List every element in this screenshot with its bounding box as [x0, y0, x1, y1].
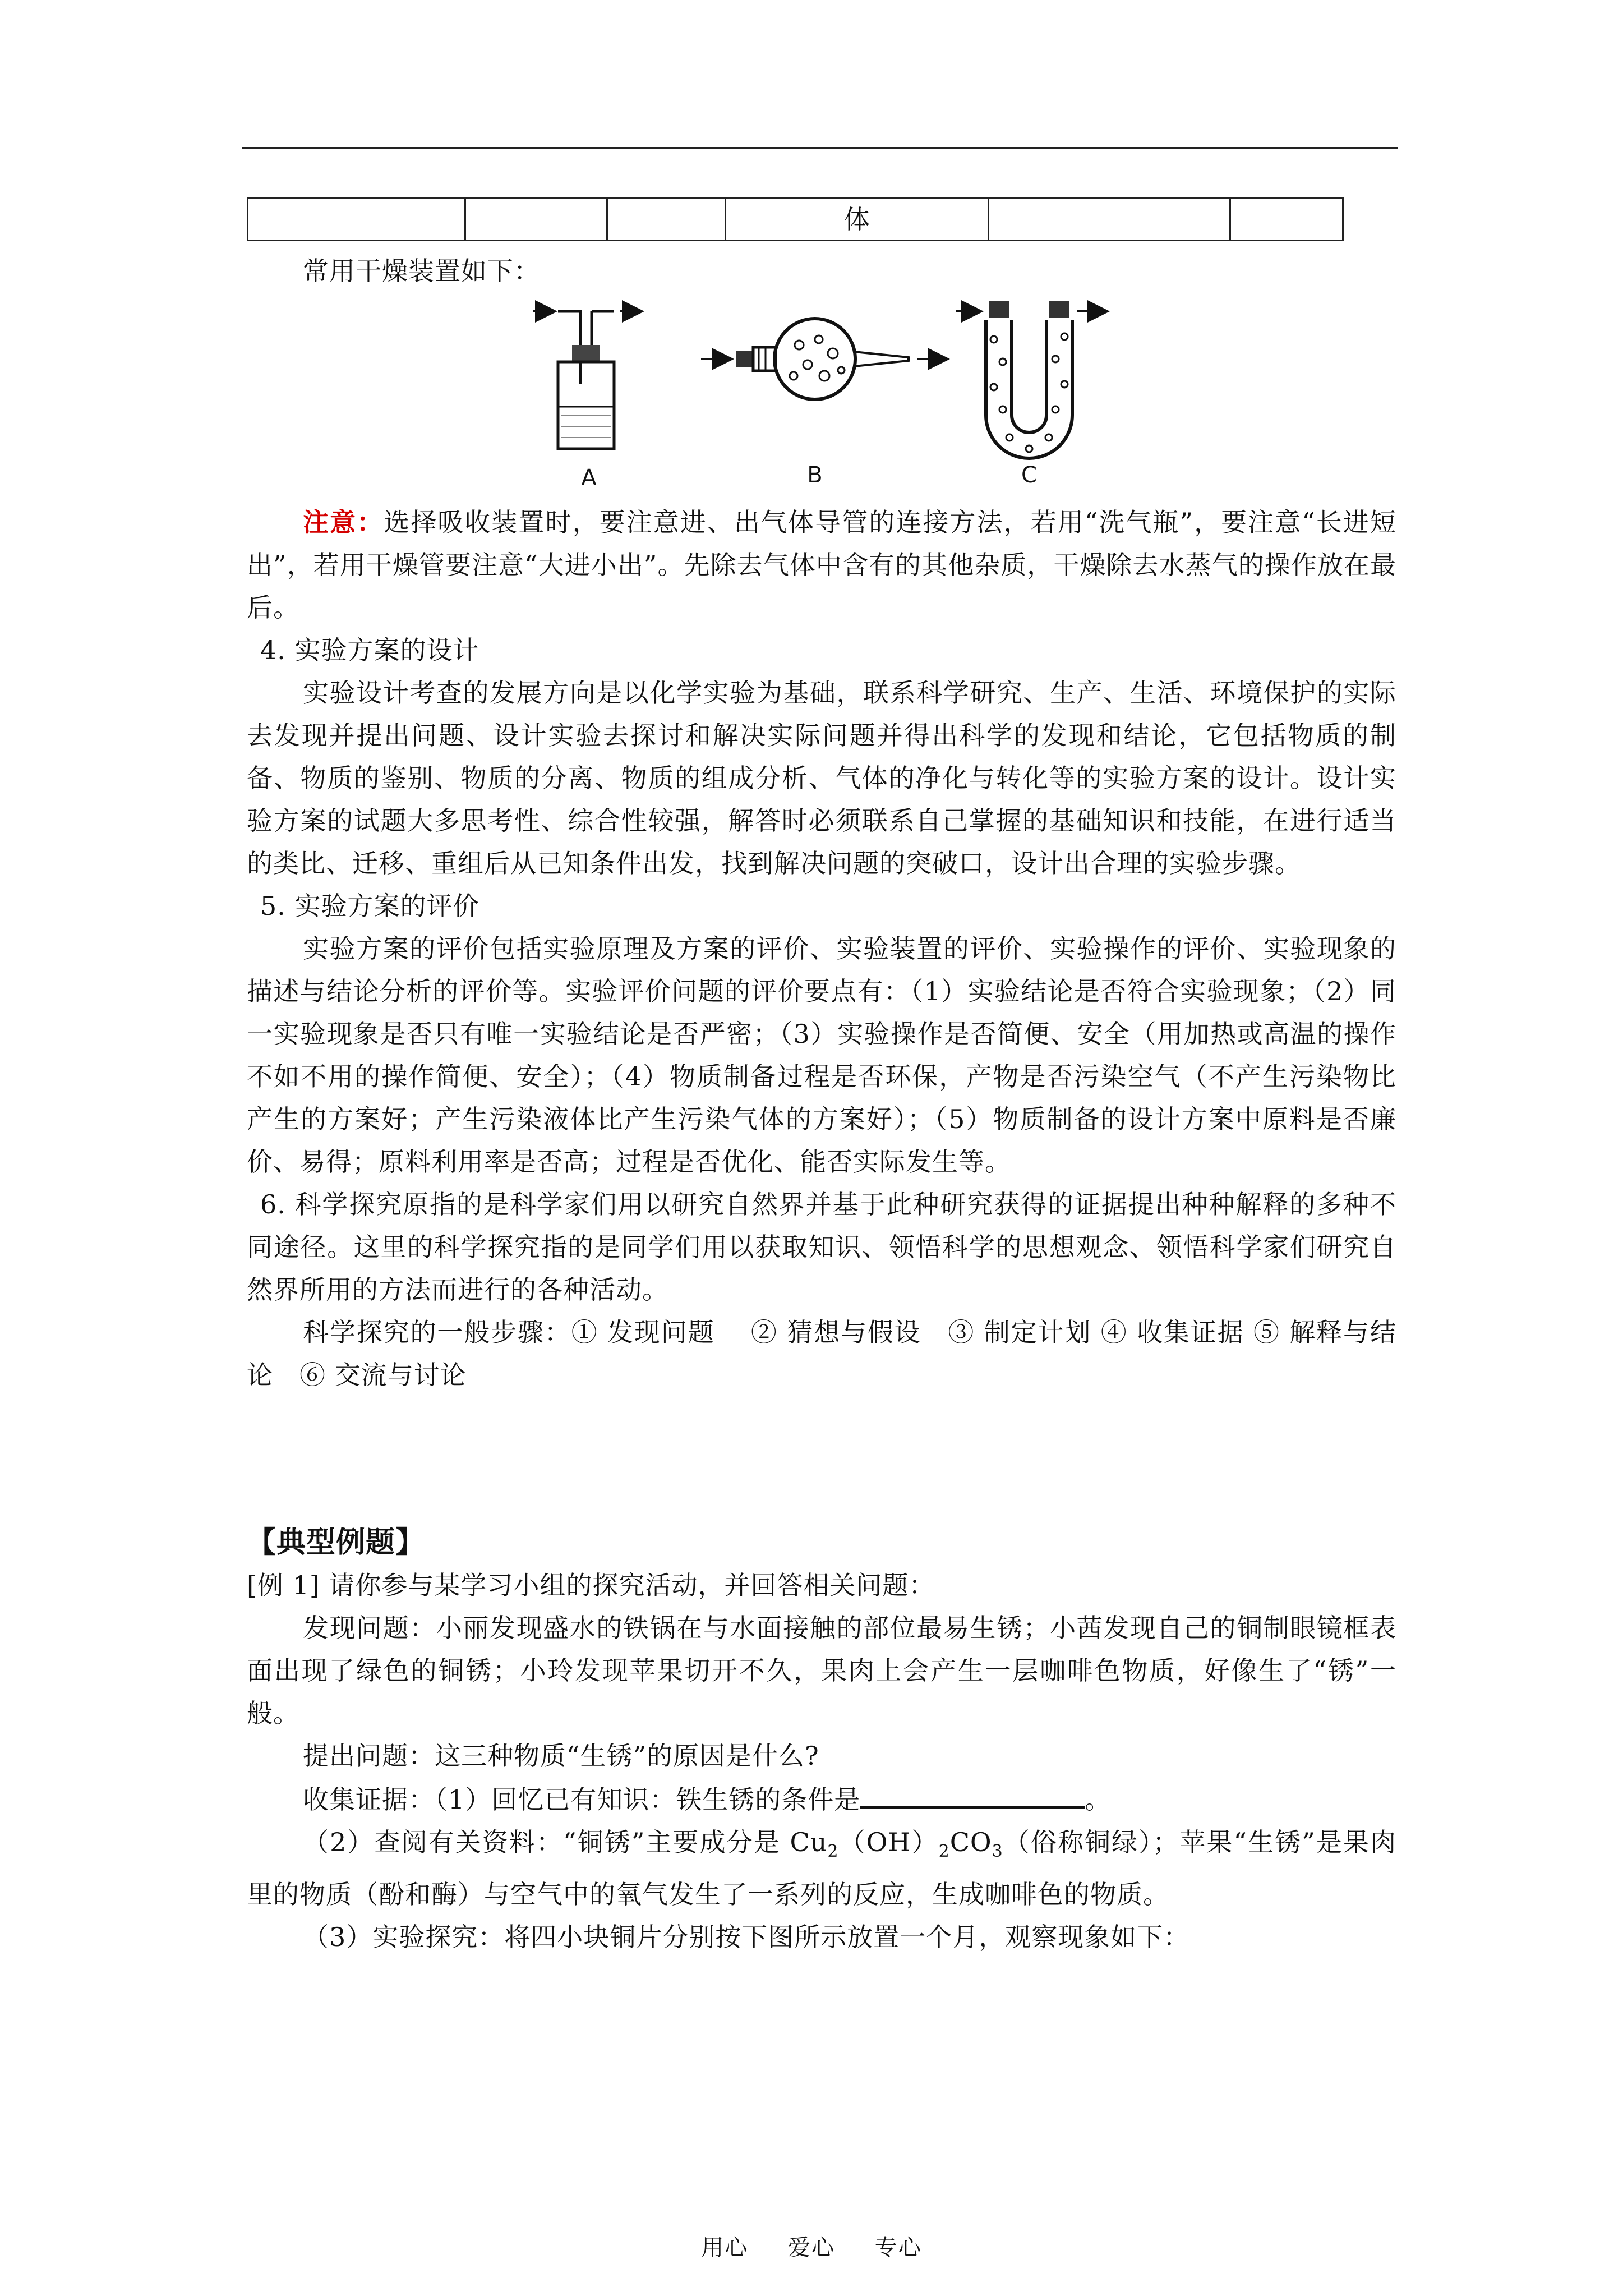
section-body-4: 实验设计考查的发展方向是以化学实验为基础，联系科学研究、生产、生活、环境保护的实际去发现并提出问题、设计实验去探讨和解决实际问题并得出科学的发现和结论，它包括物质的制备、物质的鉴别、物质的分离、物质的组成分析、气体的净化与转化等的实验方案的设计。设计实验方案的试题大多思考性、综合性较强，解答时必须联系自己掌握的基础知识和技能，在进行适当的类比、迁移、重组后从已知条件出发，找到解决问题的突破口，设计出合理的实验步骤。 [247, 678, 1396, 878]
inquiry-steps: 科学探究的一般步骤：① 发现问题 ② 猜想与假设 ③ 制定计划 ④ 收集证据 ⑤ 解释与结论 ⑥ 交流与讨论 [247, 1317, 1396, 1390]
evidence-2-text-a: （2）查阅有关资料：“铜锈”主要成分是 Cu [303, 1827, 828, 1857]
evidence-3: （3）实验探究：将四小块铜片分别按下图所示放置一个月，观察现象如下： [303, 1922, 1190, 1952]
evidence-2-text-c: CO [949, 1827, 992, 1857]
footer-word: 专心 [874, 2235, 922, 2261]
drying-apparatus-figure [516, 289, 1189, 491]
page-footer [0, 2230, 1623, 2262]
examples-block [247, 1521, 1396, 1958]
evidence-1-end: 。 [1085, 1784, 1112, 1815]
header-rule [242, 147, 1398, 149]
note-text: 选择吸收装置时，要注意进、出气体导管的连接方法，若用“洗气瓶”，要注意“长进短出”，若用干燥管要注意“大进小出”。先除去气体中含有的其他杂质，干燥除去水蒸气的操作放在最后。 [247, 507, 1396, 623]
evidence-2-text-b: （OH） [838, 1827, 939, 1857]
dryer-intro-block [247, 250, 1396, 292]
table-fragment [247, 197, 1344, 241]
section-body-5: 实验方案的评价包括实验原理及方案的评价、实验装置的评价、实验操作的评价、实验现象的描述与结论分析的评价等。实验评价问题的评价要点有：（1）实验结论是否符合实验现象；（2）同一实验现象是否只有唯一实验结论是否严密；（3）实验操作是否简便、安全（用加热或高温的操作不如不用的操作简便、安全）；（4）物质制备过程是否环保，产物是否污染空气（不产生污染物比产生的方案好；产生污染液体比产生污染气体的方案好）；（5）物质制备的设计方案中原料是否廉价、易得；原料利用率是否高；过程是否优化、能否实际发生等。 [247, 933, 1396, 1177]
evidence-2-text-d: （俗称铜绿）；苹果“生锈”是果肉里的物质（酚和酶）与空气中的氧气发生了一系列的反应，生成咖啡色的物质。 [247, 1827, 1397, 1910]
examples-title: 【典型例题】 [247, 1526, 426, 1559]
table-cell: 体 [726, 199, 989, 241]
note-paragraph [247, 501, 1396, 629]
table-row [248, 199, 1343, 241]
footer-word: 用心 [701, 2235, 749, 2261]
evidence-1-text: 收集证据：（1）回忆已有知识：铁生锈的条件是 [303, 1784, 861, 1815]
dryer-intro: 常用干燥装置如下： [303, 256, 540, 286]
item-6-text: 6. 科学探究原指的是科学家们用以研究自然界并基于此种研究获得的证据提出种种解释的多种不同途径。这里的科学探究指的是同学们用以获取知识、领悟科学的思想观念、领悟科学家们研究自然界所用的方法而进行的各种活动。 [247, 1189, 1396, 1305]
table-cell [989, 199, 1230, 241]
table-cell [607, 199, 726, 241]
subscript: 2 [938, 1842, 950, 1861]
spherical-drying-tube-icon [701, 319, 948, 399]
subscript: 3 [992, 1842, 1003, 1861]
evidence-2 [247, 1821, 1396, 1916]
label-c: C [1021, 462, 1037, 488]
evidence-1 [247, 1777, 1396, 1821]
footer-word: 爱心 [788, 2235, 835, 2261]
raise-question: 提出问题：这三种物质“生锈”的原因是什么? [303, 1741, 819, 1771]
discover-problem: 发现问题：小丽发现盛水的铁锅在与水面接触的部位最易生锈；小茜发现自己的铜制眼镜框表面出现了绿色的铜锈；小玲发现苹果切开不久，果肉上会产生一层咖啡色物质，好像生了“锈”一般。 [247, 1613, 1396, 1728]
subscript: 2 [827, 1842, 839, 1861]
answer-blank[interactable] [860, 1777, 1085, 1809]
table-cell [465, 199, 607, 241]
note-label: 注意： [303, 507, 384, 537]
example-1-intro: [例 1] 请你参与某学习小组的探究活动，并回答相关问题： [247, 1570, 935, 1600]
table-cell [1230, 199, 1343, 241]
section-heading-4: 4. 实验方案的设计 [260, 635, 479, 665]
table-cell [248, 199, 465, 241]
main-text-block [247, 501, 1396, 1396]
label-a: A [581, 465, 597, 491]
u-tube-icon [956, 301, 1108, 458]
section-heading-5: 5. 实验方案的评价 [260, 891, 479, 921]
label-b: B [807, 462, 823, 488]
wash-bottle-icon [533, 311, 642, 449]
